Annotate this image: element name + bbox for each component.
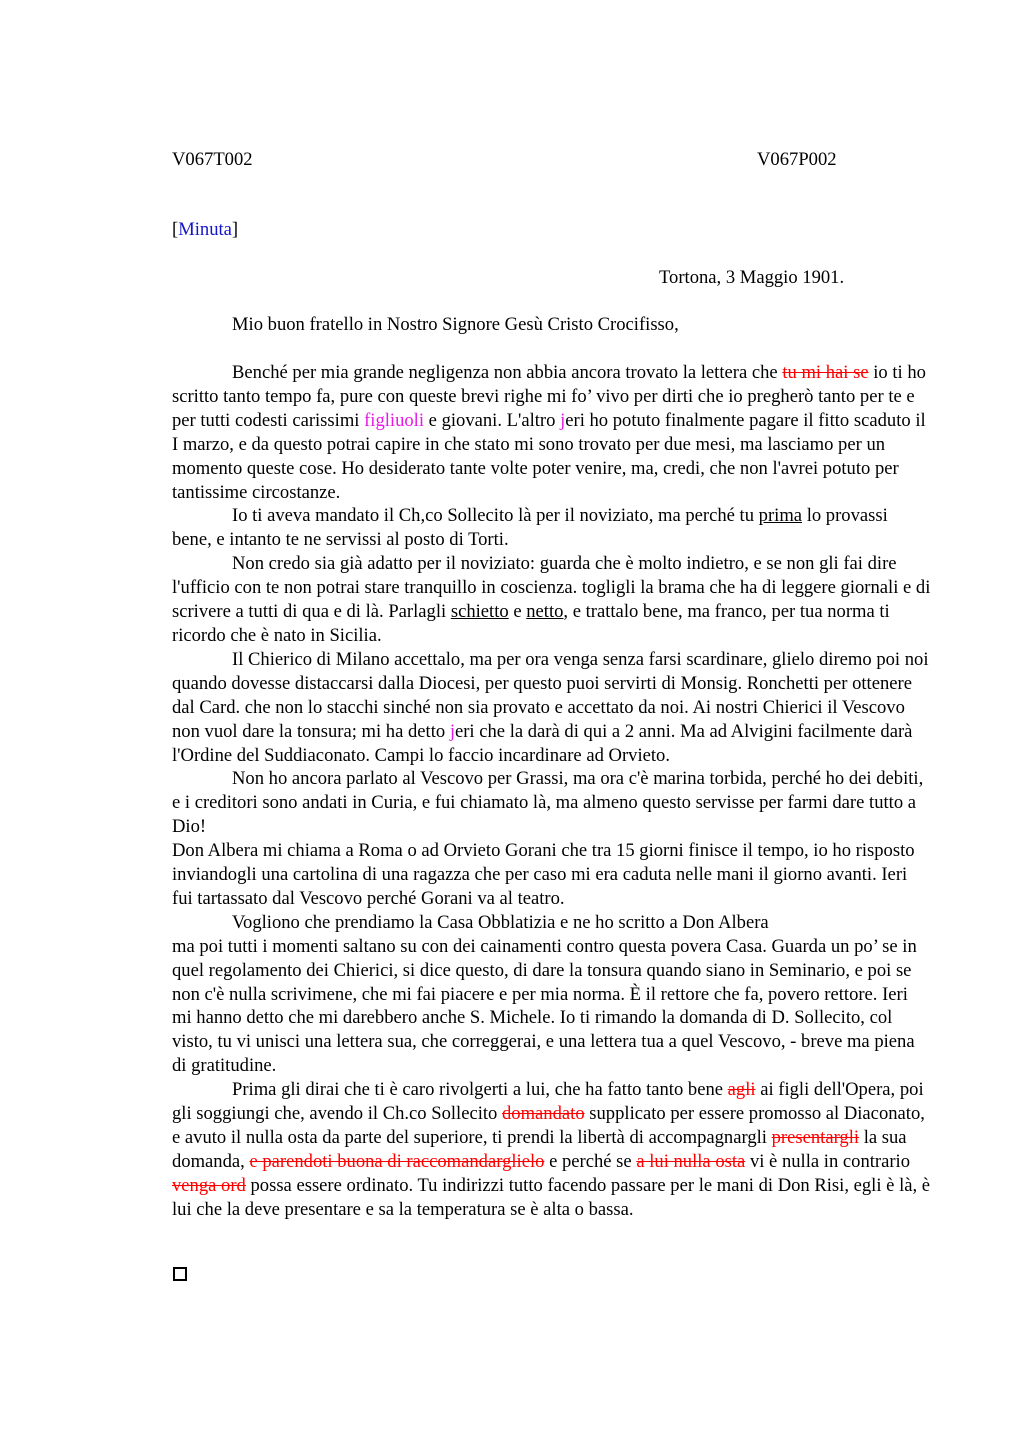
highlighted-text: j [560,409,566,431]
deleted-text: venga ord [172,1174,246,1196]
text-run: Io ti aveva mandato il Ch,co Sollecito là per il noviziato, ma perché tu [232,505,759,527]
deleted-text: e parendoti buona di raccomandarglielo [249,1150,545,1172]
deleted-text: presentargli [771,1127,860,1148]
underlined-text: netto [526,601,564,623]
bracket-open: [ [172,219,179,240]
paragraph-8: ma poi tutti i momenti saltano su con dei cainamenti contro questa povera Casa. Guarda un po’ se in quel regolamento dei Chierici, si dice questo, di dare la tonsura quando siano in Seminario, e poi se non c'è nulla scrivimene, che mi fai piacere e per mia norma. È il rettore che fa, povero rettore. Ieri mi hanno detto che mi darebbero anche S. Michele. Io ti rimando la domanda di D. Sollecito, col visto, tu vi unisci una lettera sua, che correggerai, e una lettera tua a quel Vescovo, - breve ma piena di gratitudine. [172,935,917,1077]
deleted-text: domandato [502,1103,585,1125]
text-run: e giovani. L'altro [424,409,561,431]
text-run: Il Chierico di Milano accettalo, ma per ora venga senza farsi scardinare, glielo diremo poi noi quando dovesse distaccarsi dalla Diocesi, per questo puoi servirti di Monsig. Ronchetti per ottenere dal Card. che non lo stacchi sinché non sia provato e accettato da noi. Ai nostri Chierici il Vescovo non vuol dare la tonsura; mi ha detto [172,648,929,742]
text-run: io ti ho scritto tanto tempo fa, pure con queste brevi righe mi fo’ vivo per dirti che io pregherò tanto per te e per tutti codesti carissimi [172,362,926,431]
salutation: Mio buon fratello in Nostro Signore Gesù Cristo Crocifisso, [232,314,679,335]
document-code-left: V067T002 [172,149,253,170]
letter-body [172,361,932,1222]
text-run: Non credo sia già adatto per il noviziato: guarda che è molto indietro, e se non gli fai dire l'ufficio con te non potrai stare tranquillo in coscienza. togligli la brama che ha di leggere giornali e di scrivere a tutti di qua e di là. Parlagli [172,553,931,623]
deleted-text: agli [727,1079,756,1101]
minuta-label: Minuta [178,219,232,240]
paragraph-3 [172,552,932,648]
text-run: supplicato per essere promosso al Diaconato, e avuto il nulla osta da parte del superiore, ti prendi la libertà di accompagnargli [172,1103,925,1148]
text-run: Benché per mia grande negligenza non abbia ancora trovato la lettera che [232,362,783,383]
deleted-text: tu mi hai se [782,362,869,383]
text-run: eri ho potuto finalmente pagare il fitto scaduto il I marzo, e da questo potrai capire in che stato mi sono trovato per due mesi, ma lasciamo per un momento queste cose. Ho desiderato tante volte poter venire, ma, credi, che non l'avrei potuto per tantissime circostanze. [172,409,926,503]
text-run: Prima gli dirai che ti è caro rivolgerti a lui, che ha fatto tanto bene [232,1079,728,1101]
text-run: eri che la darà di qui a 2 anni. Ma ad Alvigini facilmente darà l'Ordine del Suddiaconato. Campi lo faccio incardinare ad Orvieto. [172,720,913,766]
paragraph-7: Vogliono che prendiamo la Casa Obblatizia e ne ho scritto a Don Albera [232,911,769,933]
minuta-annotation [172,218,238,242]
bracket-close: ] [231,219,239,240]
text-run: lo provassi bene, e intanto te ne servissi al posto di Torti. [172,505,888,551]
paragraph-1 [172,361,932,504]
text-run: vi è nulla in contrario [745,1150,911,1172]
paragraph-9 [172,1078,932,1221]
letter-date: Tortona, 3 Maggio 1901. [659,267,845,288]
paragraph-2 [172,504,932,552]
highlighted-text: j [449,720,455,742]
end-square-icon [173,1267,187,1281]
paragraph-5: Non ho ancora parlato al Vescovo per Grassi, ma ora c'è marina torbida, perché ho dei debiti, e i creditori sono andati in Curia, e fui chiamato là, ma almeno questo servisse per farmi dare tutto a Dio! [172,768,924,838]
highlighted-text: figliuoli [364,409,425,431]
text-run: e [508,601,527,623]
document-code-right: V067P002 [757,149,837,170]
underlined-text: prima [758,505,803,527]
text-run: e perché se [544,1150,637,1172]
text-run: , e trattalo bene, ma franco, per tua norma ti ricordo che è nato in Sicilia. [172,601,890,646]
underlined-text: schietto [450,601,509,623]
text-run: la sua domanda, [172,1127,907,1172]
paragraph-4 [172,648,932,768]
deleted-text: a lui nulla osta [636,1150,746,1172]
text-run: possa essere ordinato. Tu indirizzi tutto facendo passare per le mani di Don Risi, egli è là, è lui che la deve presentare e sa la temperatura se è alta o bassa. [172,1174,931,1220]
text-run: ai figli dell'Opera, poi gli soggiungi che, avendo il Ch.co Sollecito [172,1079,924,1125]
paragraph-6: Don Albera mi chiama a Roma o ad Orvieto Gorani che tra 15 giorni finisce il tempo, io ho risposto inviandogli una cartolina di una ragazza che per caso mi era caduta nelle mani il giorno avanti. Ieri fui tartassato dal Vescovo perché Gorani va al teatro. [172,840,915,909]
